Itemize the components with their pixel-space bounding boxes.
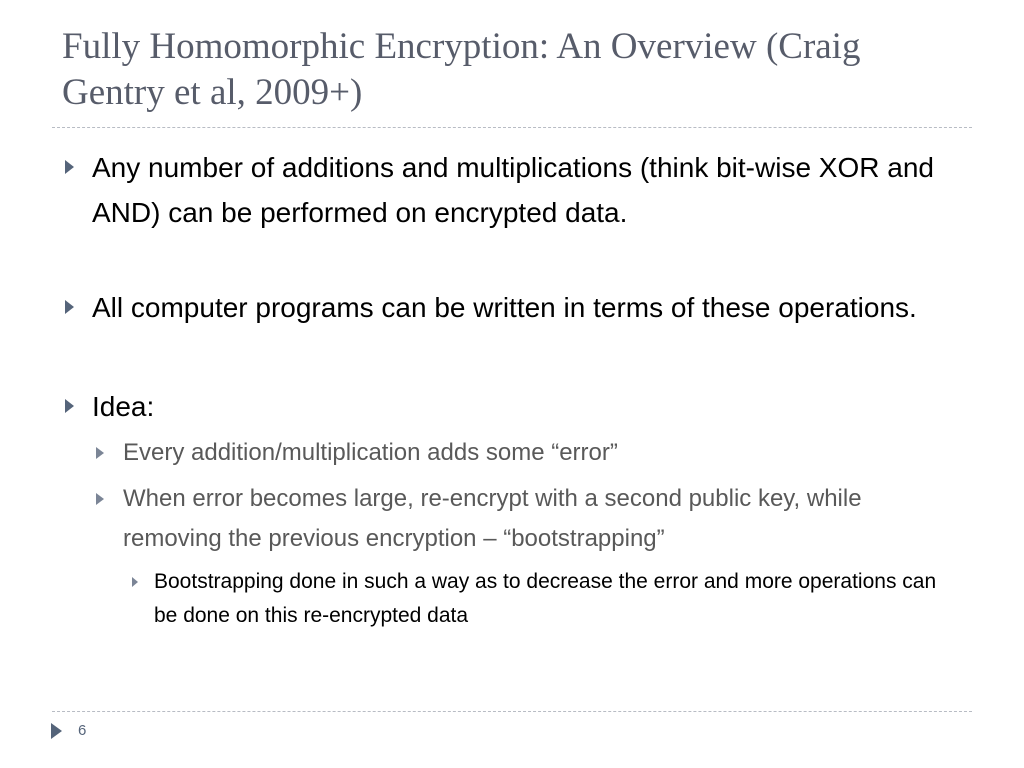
bullet-level-1 [92,145,942,235]
triangle-right-icon [65,399,74,413]
triangle-right-icon [96,447,104,459]
bullet-level-2 [123,479,963,559]
bullet-text: Any number of additions and multiplications (think bit-wise XOR and AND) can be performed on encrypted data. [92,152,934,228]
bullet-text: Bootstrapping done in such a way as to decrease the error and more operations can be done on this re-encrypted data [154,570,937,627]
bullet-text: Idea: [92,391,155,422]
slide-title: Fully Homomorphic Encryption: An Overview (Craig Gentry et al, 2009+) [62,26,861,113]
triangle-right-icon [132,577,138,587]
triangle-right-icon [65,300,74,314]
bullet-text: When error becomes large, re-encrypt with a second public key, while removing the previous encryption – “bootstrapping” [123,485,862,552]
bullet-level-3 [154,565,964,633]
bullet-text: All computer programs can be written in terms of these operations. [92,292,917,323]
footer-divider [52,711,972,712]
bullet-level-2 [123,433,963,473]
bullet-level-1 [92,384,952,429]
triangle-right-icon [65,160,74,174]
footer-triangle-icon [51,723,62,739]
bullet-level-1 [92,285,952,330]
page-number: 6 [78,722,87,739]
triangle-right-icon [96,493,104,505]
bullet-text: Every addition/multiplication adds some “error” [123,439,618,466]
